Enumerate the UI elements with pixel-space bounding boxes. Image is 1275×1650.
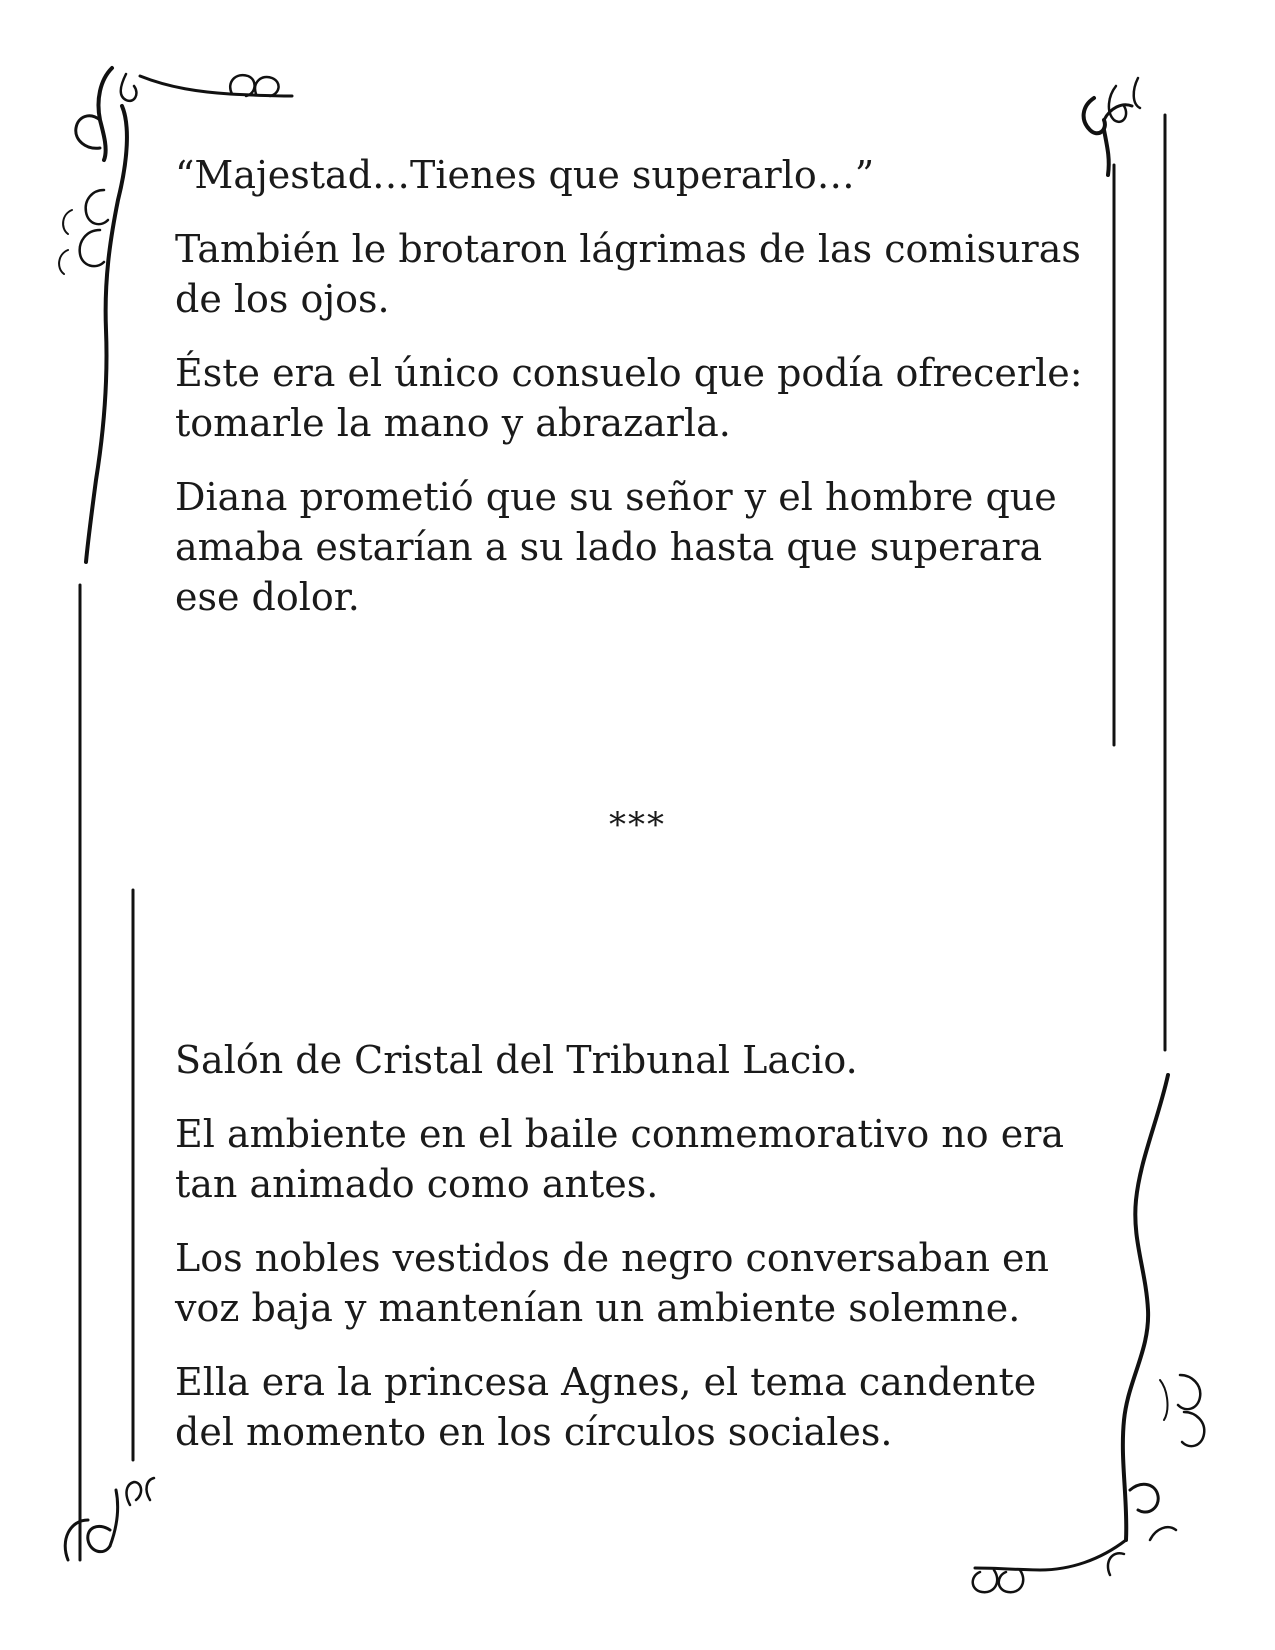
paragraph: Los nobles vestidos de negro conversaban en voz baja y mantenían un ambiente solemne. bbox=[175, 1236, 1049, 1330]
paragraph: También le brotaron lágrimas de las comisuras de los ojos. bbox=[175, 227, 1081, 321]
paragraph: Éste era el único consuelo que podía ofrecerle: tomarle la mano y abrazarla. bbox=[175, 351, 1083, 445]
text-block-bottom bbox=[175, 1035, 1095, 1481]
scene-separator: *** bbox=[609, 805, 666, 845]
text-block-top bbox=[175, 150, 1095, 646]
paragraph: Ella era la princesa Agnes, el tema candente del momento en los círculos sociales. bbox=[175, 1360, 1037, 1454]
top-right-flourish-icon bbox=[1084, 78, 1165, 1050]
paragraph: Salón de Cristal del Tribunal Lacio. bbox=[175, 1038, 858, 1082]
paragraph: El ambiente en el baile conmemorativo no era tan animado como antes. bbox=[175, 1112, 1065, 1206]
paragraph: Diana prometió que su señor y el hombre que amaba estarían a su lado hasta que superara ese dolor. bbox=[175, 475, 1057, 619]
paragraph: “Majestad…Tienes que superarlo…” bbox=[175, 153, 875, 197]
